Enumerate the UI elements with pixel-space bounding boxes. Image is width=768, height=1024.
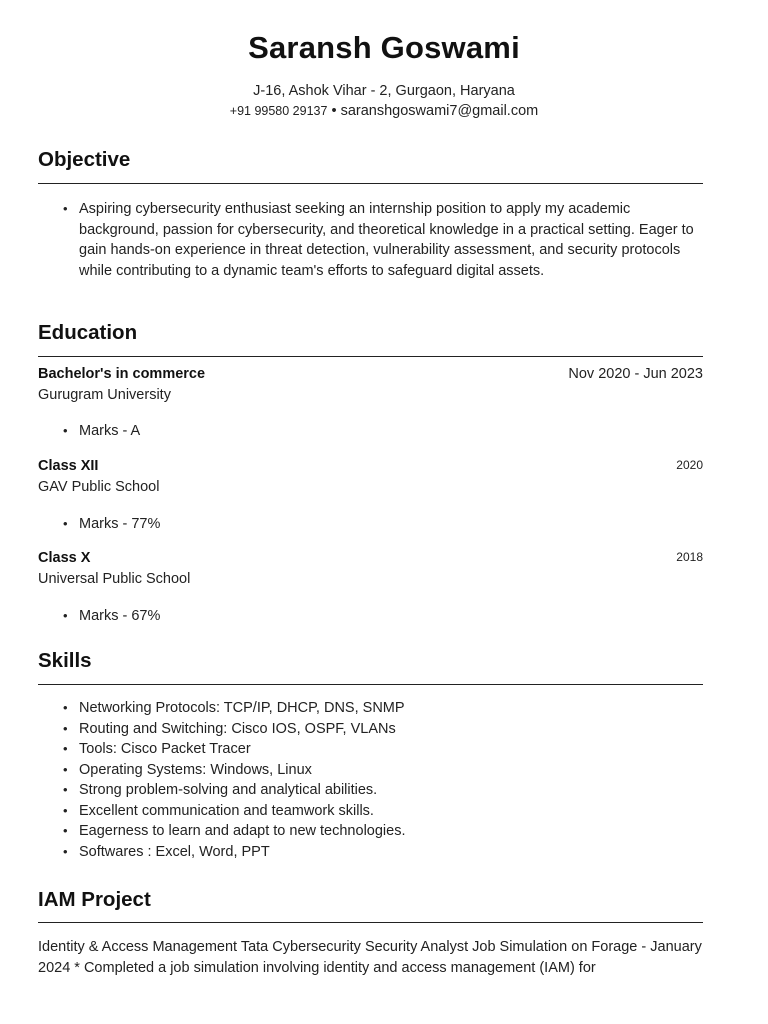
- education-dates: 2018: [676, 550, 703, 564]
- bullet-icon: •: [63, 802, 68, 818]
- contact-line: [0, 103, 768, 119]
- list-item: • Routing and Switching: Cisco IOS, OSPF, VLANs: [38, 719, 703, 740]
- list-item: • Tools: Cisco Packet Tracer: [38, 739, 703, 760]
- bullet-icon: •: [63, 516, 68, 531]
- section-divider: [38, 922, 703, 923]
- education-detail-list: [38, 514, 703, 535]
- list-item: • Marks - 77%: [38, 514, 703, 535]
- education-dates: Nov 2020 - Jun 2023: [568, 366, 703, 382]
- bullet-icon: •: [63, 741, 68, 756]
- list-item: • Excellent communication and teamwork skills.: [38, 801, 703, 822]
- bullet-icon: •: [63, 823, 68, 838]
- section-title-project: IAM Project: [38, 888, 151, 911]
- bullet-icon: •: [63, 700, 68, 715]
- list-item: • Eagerness to learn and adapt to new technologies.: [38, 821, 703, 842]
- project-description: Identity & Access Management Tata Cybersecurity Security Analyst Job Simulation on Forage - January 2024 * Completed a job simulation involving identity and access management (IAM) for: [38, 939, 702, 976]
- skills-list: [38, 698, 703, 862]
- education-degree: Bachelor's in commerce: [38, 366, 206, 382]
- education-degree: Class X: [38, 550, 91, 566]
- section-title-skills: Skills: [38, 649, 92, 672]
- phone-number: +91 99580 29137: [229, 104, 328, 118]
- bullet-icon: •: [63, 843, 68, 859]
- address-line: J-16, Ashok Vihar - 2, Gurgaon, Haryana: [253, 83, 515, 99]
- list-item: • Networking Protocols: TCP/IP, DHCP, DNS, SNMP: [38, 698, 703, 719]
- education-school: GAV Public School: [38, 479, 160, 495]
- education-school: Gurugram University: [38, 387, 171, 403]
- bullet-icon: •: [63, 720, 68, 736]
- bullet-icon: •: [63, 423, 68, 438]
- bullet-icon: •: [63, 761, 68, 777]
- education-dates: 2020: [676, 458, 703, 472]
- candidate-name: Saransh Goswami: [248, 30, 520, 65]
- list-item: • Aspiring cybersecurity enthusiast seeking an internship position to apply my academic background, passion for cybersecurity, and theoretical knowledge in a practical setting. Eager to gain hands-on experience in threat detection, vulnerability assessment, and security protocols while contributing to a dynamic team's efforts to safeguard digital assets.: [63, 201, 694, 279]
- education-detail-list: [38, 421, 703, 442]
- list-item: • Marks - A: [38, 421, 703, 442]
- email-address: saranshgoswami7@gmail.com: [340, 103, 539, 119]
- section-divider: [38, 183, 703, 184]
- section-divider: [38, 356, 703, 357]
- bullet-icon: •: [63, 608, 68, 623]
- education-detail-list: [38, 606, 703, 627]
- section-title-education: Education: [38, 321, 138, 344]
- list-item: • Marks - 67%: [38, 606, 703, 627]
- education-degree: Class XII: [38, 458, 99, 474]
- list-item: • Strong problem-solving and analytical abilities.: [38, 780, 703, 801]
- education-school: Universal Public School: [38, 571, 191, 587]
- bullet-icon: •: [63, 782, 68, 797]
- section-divider: [38, 684, 703, 685]
- objective-list: [38, 199, 703, 281]
- bullet-icon: •: [63, 201, 68, 216]
- list-item: • Operating Systems: Windows, Linux: [38, 760, 703, 781]
- list-item: • Softwares : Excel, Word, PPT: [38, 842, 703, 863]
- separator-dot: •: [331, 103, 337, 119]
- section-title-objective: Objective: [38, 148, 131, 171]
